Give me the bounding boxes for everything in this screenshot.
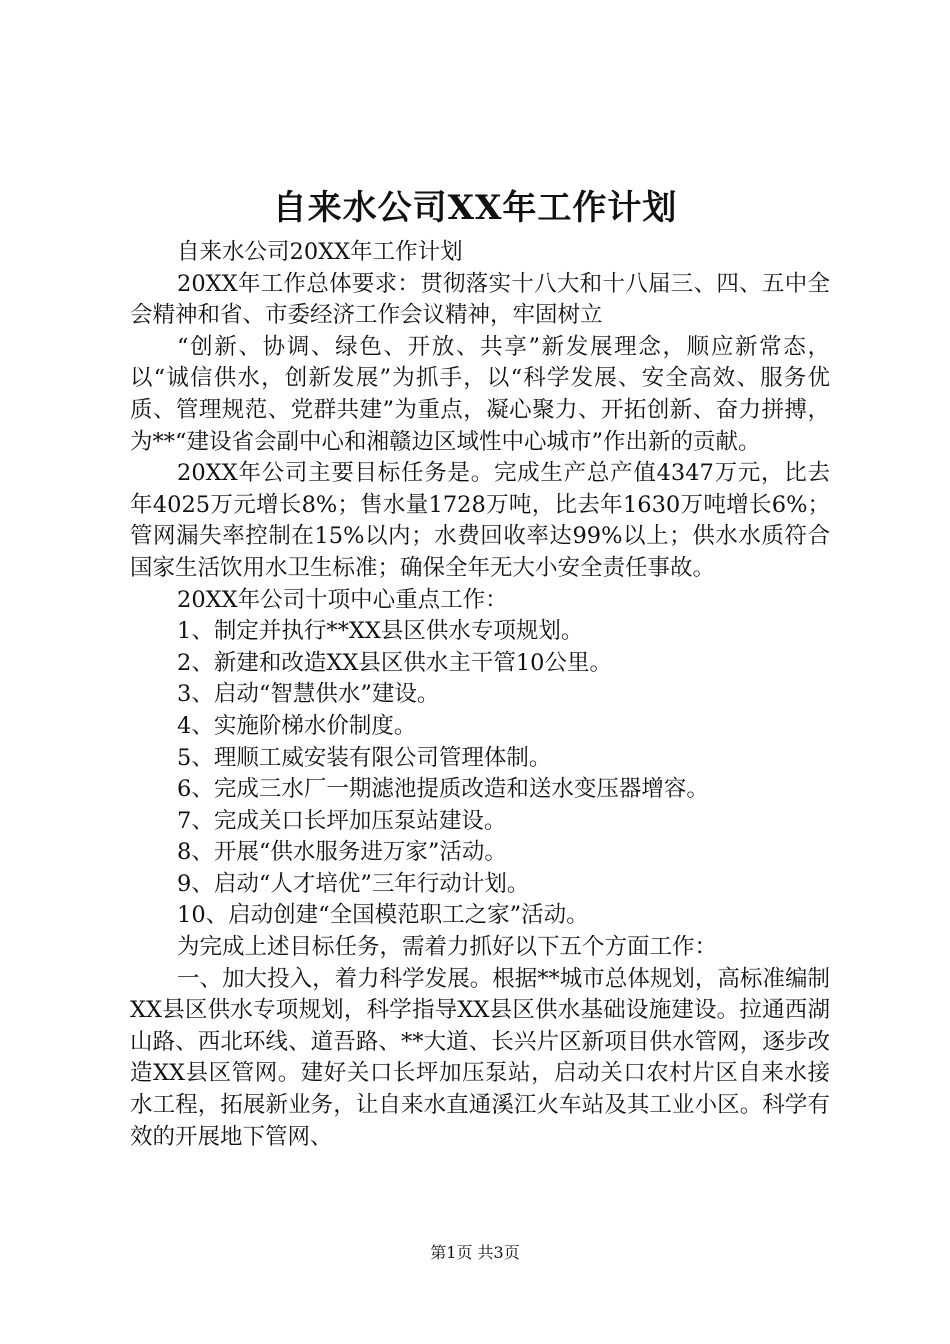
paragraph-five-aspects: 为完成上述目标任务，需着力抓好以下五个方面工作： [177, 934, 718, 961]
document-body [130, 237, 830, 1153]
list-item: 8、开展“供水服务进万家”活动。 [177, 839, 507, 866]
list-item: 2、新建和改造XX县区供水主干管10公里。 [177, 649, 612, 676]
paragraph-development-concept: “创新、协调、绿色、开放、共享”新发展理念，顺应新常态，以“诚信供水，创新发展”为抓手，以“科学发展、安全高效、服务优质、管理规范、党群共建”为重点，凝心聚力、开拓创新、奋力拼搏，为**“建设省会副中心和湘赣边区域性中心城市”作出新的贡献。 [130, 333, 830, 455]
paragraph-section-one: 一、加大投入，着力科学发展。根据**城市总体规划，高标准编制XX县区供水专项规划，科学指导XX县区供水基础设施建设。拉通西湖山路、西北环线、道吾路、**大道、长兴片区新项目供水管网，逐步改造XX县区管网。建好关口长坪加压泵站，启动关口农村片区自来水接水工程，拓展新业务，让自来水直通溪江火车站及其工业小区。科学有效的开展地下管网、 [130, 965, 830, 1150]
list-item: 4、实施阶梯水价制度。 [177, 712, 417, 739]
document-subtitle: 自来水公司20XX年工作计划 [177, 239, 463, 265]
list-item: 3、启动“智慧供水”建设。 [177, 681, 440, 708]
list-item: 9、启动“人才培优”三年行动计划。 [177, 870, 530, 897]
paragraph-main-targets: 20XX年公司主要目标任务是。完成生产总产值4347万元，比去年4025万元增长8%；售水量1728万吨，比去年1630万吨增长6%；管网漏失率控制在15%以内；水费回收率达99%以上；供水水质符合国家生活饮用水卫生标准；确保全年无大小安全责任事故。 [130, 460, 830, 581]
list-item: 6、完成三水厂一期滤池提质改造和送水变压器增容。 [177, 776, 709, 803]
paragraph-key-tasks-heading: 20XX年公司十项中心重点工作： [177, 586, 508, 613]
list-item: 1、制定并执行**XX县区供水专项规划。 [177, 618, 584, 645]
list-item: 5、理顺工威安装有限公司管理体制。 [177, 744, 552, 771]
page-title: 自来水公司XX年工作计划 [272, 188, 678, 228]
paragraph-general-requirements: 20XX年工作总体要求：贯彻落实十八大和十八届三、四、五中全会精神和省、市委经济工作会议精神，牢固树立 [130, 270, 830, 329]
list-item: 10、启动创建“全国模范职工之家”活动。 [177, 902, 589, 929]
list-item: 7、完成关口长坪加压泵站建设。 [177, 807, 507, 834]
page-footer: 第1页 共3页 [430, 1243, 520, 1262]
